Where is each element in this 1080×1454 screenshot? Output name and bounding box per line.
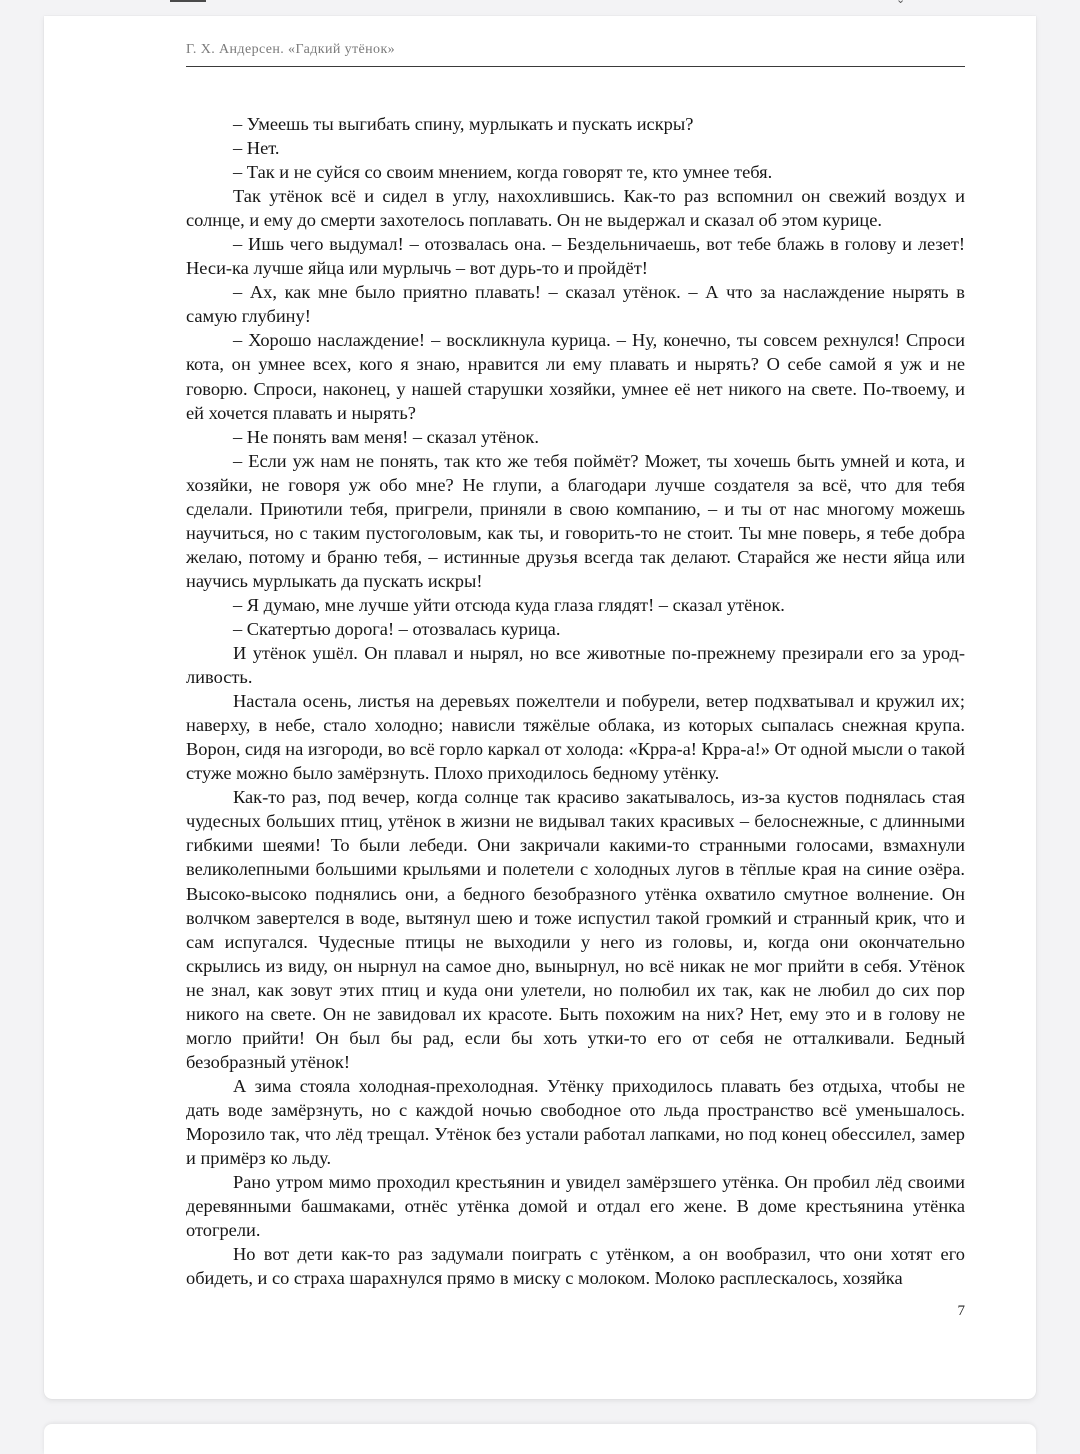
document-page xyxy=(44,16,1036,1399)
paragraph: Как-то раз, под вечер, когда солнце так красиво закатывалось, из-за кустов поднялась стая чудесных больших птиц, утёнок в жизни не видывал таких красивых – белоснежные, с длинными гибкими шеями! То были лебеди. Они закричали какими-то странными голосами, взмахнули великолепными большими крыльями и полетели с холодных лугов в тёплые края на синие озёра. Высоко-высоко поднялись они, а бедного безобразного утёнка охватило смутное волнение. Он волчком завертелся в воде, вытянул шею и тоже испустил такой громкий и странный крик, что и сам испугался. Чудесные птицы не выходили у него из головы, и, когда они окончательно скрылись из виду, он нырнул на самое дно, вынырнул, но всё никак не мог прийти в себя. Утёнок не знал, как зовут этих птиц и куда они улетели, но полюбил их так, как не любил до сих пор никого на свете. Он не завидовал их красоте. Быть похожим на них? Нет, ему это и в голову не могло прийти! Он был бы рад, если бы хоть утки-то его от себя не отталкивали. Бедный безобразный утёнок! xyxy=(186,787,965,1072)
paragraph: А зима стояла холодная-прехолодная. Утёнку приходилось плавать без отдыха, чтобы не дать воде замёрзнуть, но с каждой ночью свободное ото льда пространство всё уменьшалось. Морозило так, что лёд трещал. Утёнок без устали работал лапками, но под конец обессилел, замер и примёрз ко льду. xyxy=(186,1075,965,1169)
paragraph: – Скатертью дорога! – отозвалась курица. xyxy=(233,618,561,639)
paragraph: – Ишь чего выдумал! – отозвалась она. – Бездельничаешь, вот тебе блажь в голову и лезет! Неси-ка лучше яйца или мурлычь – вот дурь-то и пройдёт! xyxy=(186,234,965,279)
toolbar-icon[interactable] xyxy=(896,0,912,4)
paragraph: Так утёнок всё и сидел в углу, нахохлившись. Как-то раз вспомнил он свежий воздух и солнце, и ему до смерти захотелось поплавать. Он не выдержал и сказал об этом курице. xyxy=(186,186,965,231)
paragraph: Рано утром мимо проходил крестьянин и увидел замёрзшего утёнка. Он пробил лёд своими деревянными башмаками, отнёс утёнка домой и отдал его жене. В доме крестьянина утёнка отогрели. xyxy=(186,1172,965,1241)
paragraph: – Не понять вам меня! – сказал утёнок. xyxy=(233,426,539,447)
toolbar-edge xyxy=(170,0,206,2)
paragraph: – Хорошо наслаждение! – воскликнула курица. – Ну, конечно, ты совсем рехнулся! Спроси кота, он умнее всех, кого я знаю, нравится ли ему плавать и нырять? О себе самой я уж и не говорю. Спроси, наконец, у нашей старушки хозяйки, умнее её нет никого на свете. По-твоему, и ей хочется плавать и нырять? xyxy=(186,330,965,423)
paragraph: – Если уж нам не понять, так кто же тебя поймёт? Может, ты хочешь быть умней и кота, и хозяйки, не говоря уж обо мне? Не глупи, а благодари лучше создателя за всё, что для тебя сделали. Приютили тебя, пригрели, приняли в свою компанию, – и ты от нас многому можешь научиться, но с таким пустоголовым, как ты, и говорить-то не стоит. Ты мне поверь, я тебе добра желаю, потому и браню тебя, – истинные друзья всегда так делают. Старайся же нести яйца или научись мурлыкать да пускать искры! xyxy=(186,450,965,591)
viewer-top-strip xyxy=(0,0,1080,16)
header-rule xyxy=(186,66,965,67)
paragraph: – Ах, как мне было приятно плавать! – сказал утёнок. – А что за наслаждение нырять в самую глубину! xyxy=(186,282,965,327)
body-text xyxy=(186,112,965,1290)
paragraph: Но вот дети как-то раз задумали поиграть с утёнком, а он вообразил, что они хотят его обидеть, и со страха шарахнулся прямо в миску с молоком. Молоко расплескалось, хозяйка xyxy=(186,1244,965,1289)
paragraph: И утёнок ушёл. Он плавал и нырял, но все животные по-прежнему презирали его за уродливость. xyxy=(186,643,965,688)
next-page-edge xyxy=(44,1424,1036,1454)
paragraph: – Умеешь ты выгибать спину, мурлыкать и пускать искры? xyxy=(233,114,694,134)
paragraph: Настала осень, листья на деревьях пожелтели и побурели, ветер подхватывал и кружил их; наверху, в небе, стало холодно; нависли тяжёлые облака, из которых сыпалась снежная крупа. Ворон, сидя на изгороди, во всё горло каркал от холода: «Крра-а! Крра-а!» От одной мысли о такой стуже можно было замёрзнуть. Плохо приходилось бедному утёнку. xyxy=(186,691,965,784)
paragraph: – Я думаю, мне лучше уйти отсюда куда глаза глядят! – сказал утёнок. xyxy=(233,594,785,615)
page-number: 7 xyxy=(957,1303,965,1319)
running-header: Г. Х. Андерсен. «Гадкий утёнок» xyxy=(186,42,396,57)
paragraph: – Так и не суйся со своим мнением, когда говорят те, кто умнее тебя. xyxy=(233,162,773,183)
paragraph: – Нет. xyxy=(233,138,280,159)
